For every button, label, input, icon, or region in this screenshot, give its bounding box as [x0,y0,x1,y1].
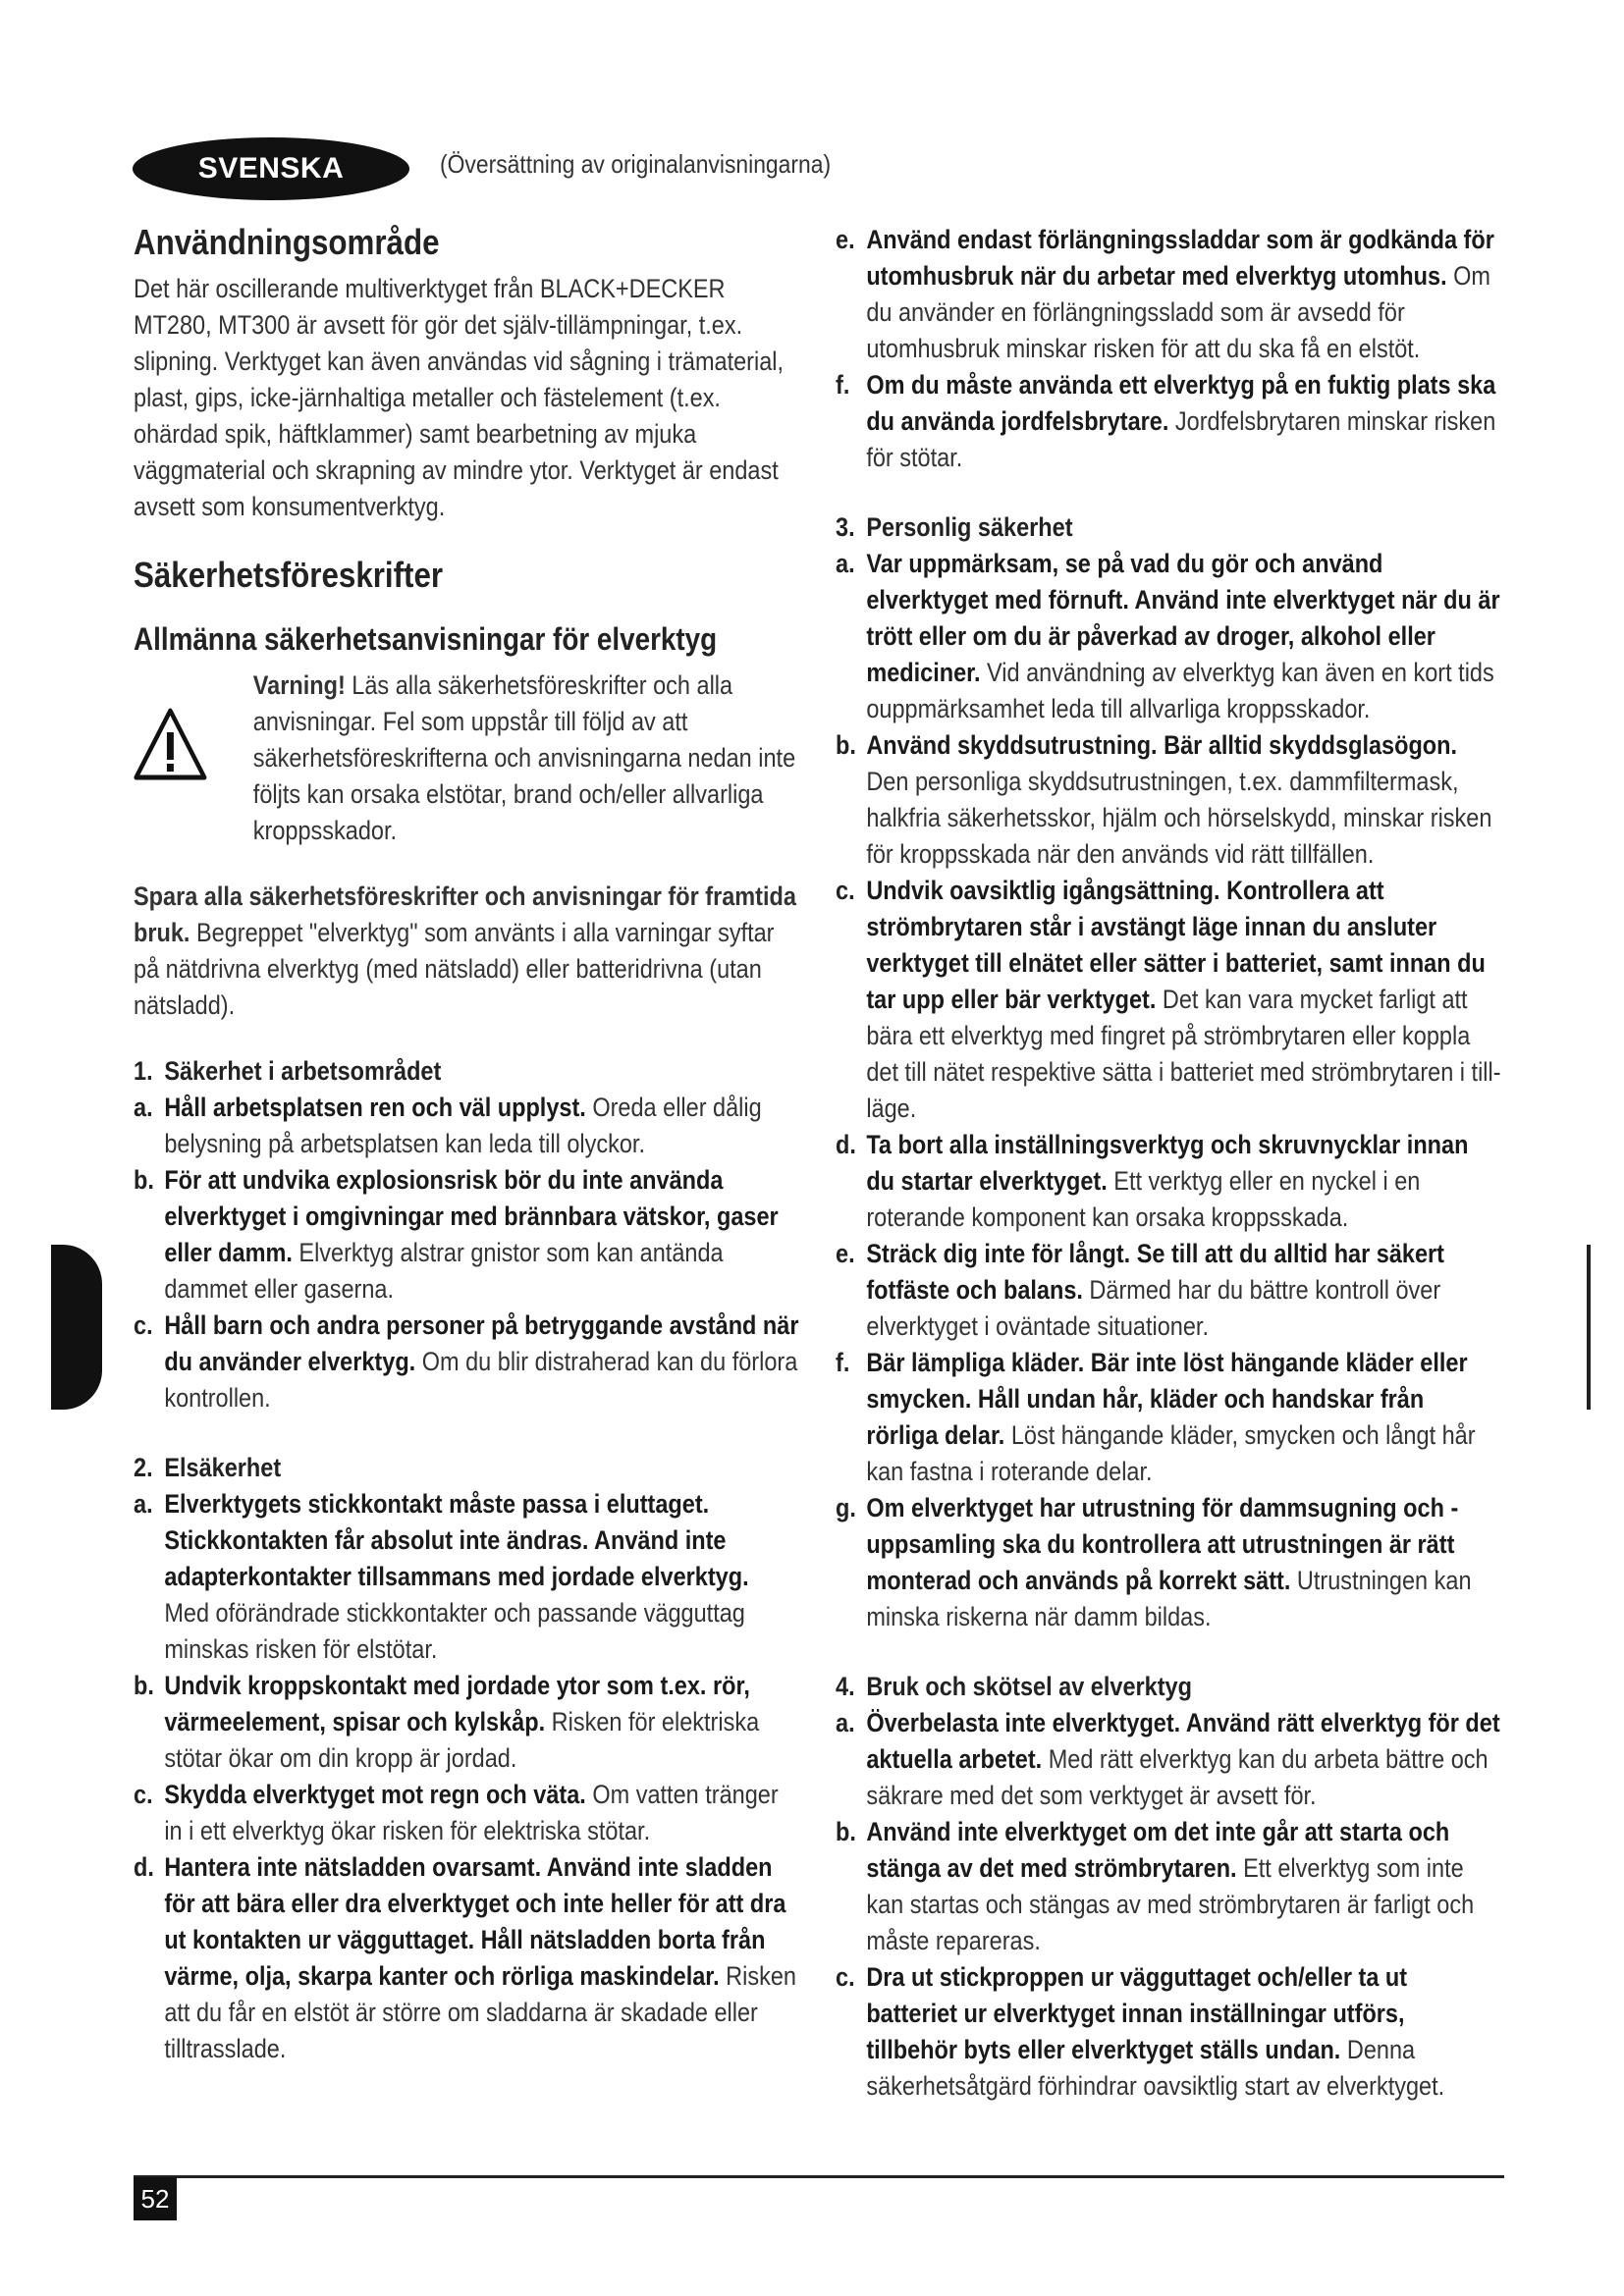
item-label: b. [134,1165,154,1195]
warning-body: Läs alla säkerhetsföreskrifter och alla anvisningar. Fel som uppstår till följd av att säkerhetsföreskrifterna och anvisningarna nedan inte följts kan orsaka elstötar, brand och/eller allvarliga kroppsskador. [252,670,796,845]
section-1-title [134,1053,800,1090]
item-bold: Om du måste använda ett elverktyg på en fuktig plats ska du använda jordfelsbrytare. [866,370,1496,436]
intended-use-heading: Användningsområde [134,222,440,262]
section-number: 3. [836,512,855,542]
section-2-title [134,1450,800,1486]
item-bold: Bär lämpliga kläder. Bär inte löst hängande kläder eller smycken. Håll undan hår, kläder och handskar från rörliga delar. [866,1348,1468,1450]
item-text: Med rätt elverktyg kan du arbeta bättre och säkrare med det som verktyget är avsett för. [866,1744,1489,1810]
item-bold: Skydda elverktyget mot regn och väta. [164,1780,586,1809]
item-label: c. [836,1962,855,1992]
list-item [134,1308,800,1416]
list-item [836,222,1502,367]
section-side-line [1587,1245,1591,1410]
section-title-text: Personlig säkerhet [866,512,1073,542]
item-bold: Ta bort alla inställningsverktyg och skruvnycklar innan du startar elverktyget. [866,1130,1469,1196]
list-item [836,873,1502,1127]
save-instructions-text: Begreppet "elverktyg" som använts i alla varningar syftar på nätdrivna elverktyg (med nätsladd) eller batteridrivna (utan nätsladd). [134,918,775,1020]
safety-heading: Säkerhetsföreskrifter [134,555,444,595]
item-label: e. [836,225,855,254]
section-4-title [836,1669,1502,1705]
item-text: Med oförändrade stickkontakter och passande vägguttag minskas risken för elstötar. [164,1598,745,1664]
item-text: Om vatten tränger in i ett elverktyg ökar risken för elektriska stötar. [164,1780,779,1845]
footer-divider [134,2175,1504,2178]
item-bold: Håll barn och andra personer på betryggande avstånd när du använder elverktyg. [164,1310,799,1376]
save-instructions [134,879,800,1024]
section-title-text: Elsäkerhet [164,1453,282,1482]
list-item [836,1127,1502,1236]
list-item [134,1849,800,2067]
item-label: f. [836,1348,850,1377]
item-text: Denna säkerhetsåtgärd förhindrar oavsiktlig start av elverktyget. [866,2035,1445,2101]
item-text: Om du blir distraherad kan du förlora kontrollen. [164,1347,798,1413]
item-label: b. [836,730,856,760]
item-text: Utrustningen kan minska riskerna när damm bildas. [866,1566,1472,1631]
item-bold: Använd skyddsutrustning. Bär alltid skyddsglasögon. [866,730,1458,760]
item-label: b. [134,1671,154,1700]
list-item [836,546,1502,727]
item-label: d. [134,1852,154,1882]
item-text: Det kan vara mycket farligt att bära ett elverktyg med fingret på strömbrytaren eller koppla det till nätet respektive sätta i batteriet med strömbrytaren i till-läge. [866,985,1501,1123]
item-text: Ett verktyg eller en nyckel i en roterande komponent kan orsaka kroppsskada. [866,1166,1421,1232]
list-item [836,367,1502,476]
item-bold: Sträck dig inte för långt. Se till att du alltid har säkert fotfäste och balans. [866,1239,1444,1305]
save-instructions-bold: Spara alla säkerhetsföreskrifter och anvisningar för framtida bruk. [134,881,796,947]
list-item [836,1705,1502,1814]
item-bold: Var uppmärksam, se på vad du gör och använd elverktyget med förnuft. Använd inte elverktyget när du är trött eller om du är påverkad av droger, alkohol eller mediciner. [866,549,1500,687]
list-item [134,1486,800,1668]
right-column [836,222,1501,2105]
item-label: c. [836,876,855,905]
item-label: c. [134,1310,153,1340]
list-item [836,1236,1502,1345]
list-item [836,1345,1502,1490]
item-text: Löst hängande kläder, smycken och långt hår kan fastna i roterande delar. [866,1420,1476,1486]
item-bold: Överbelasta inte elverktyget. Använd rätt elverktyg för det aktuella arbetet. [866,1708,1500,1774]
item-label: a. [836,1708,855,1737]
item-label: a. [836,549,855,578]
item-text: Risken för elektriska stötar ökar om din kropp är jordad. [164,1707,760,1773]
item-label: e. [836,1239,855,1268]
item-text: Vid användning av elverktyg kan även en kort tids ouppmärksamhet leda till allvarliga kroppsskador. [866,658,1494,723]
item-text: Risken att du får en elstöt är större om sladdarna är skadade eller tilltrasslade. [164,1961,796,2063]
warning-text [253,667,800,849]
list-item [134,1162,800,1308]
item-label: f. [836,370,850,400]
item-bold: Undvik kroppskontakt med jordade ytor som t.ex. rör, värmeelement, spisar och kylskåp. [164,1671,750,1736]
item-text: Oreda eller dålig belysning på arbetsplatsen kan leda till olyckor. [164,1093,762,1158]
item-bold: Om elverktyget har utrustning för dammsugning och -uppsamling ska du kontrollera att utrustningen är rätt monterad och används på korrekt sätt. [866,1493,1459,1595]
section-number: 1. [134,1056,153,1086]
translation-note: (Översättning av originalanvisningarna) [440,149,832,179]
item-text: Ett elverktyg som inte kan startas och stängas av med strömbrytaren är farligt och måste repareras. [866,1853,1475,1955]
page-number: 52 [134,2177,177,2220]
warning-label: Varning! [252,670,346,700]
list-item [134,1090,800,1162]
item-text: Den personliga skyddsutrustningen, t.ex. dammfiltermask, halkfria säkerhetsskor, hjälm och hörselskydd, minskar risken för kroppsskada när den används vid rätt tillfällen. [866,767,1492,869]
section-side-tab [51,1245,102,1410]
list-item [836,1959,1502,2105]
general-safety-heading: Allmänna säkerhetsanvisningar för elverktyg [134,621,718,657]
item-bold: Använd inte elverktyget om det inte går att starta och stänga av det med strömbrytaren. [866,1817,1450,1883]
section-title-text: Bruk och skötsel av elverktyg [866,1672,1192,1701]
section-number: 2. [134,1453,153,1482]
section-title-text: Säkerhet i arbetsområdet [164,1056,442,1086]
item-label: a. [134,1489,153,1519]
section-number: 4. [836,1672,855,1701]
list-item [836,727,1502,873]
item-label: b. [836,1817,856,1846]
item-bold: Elverktygets stickkontakt måste passa i eluttaget. Stickkontakten får absolut inte ändras. Använd inte adapterkontakter tillsammans med jordade elverktyg. [164,1489,749,1591]
item-label: d. [836,1130,856,1159]
item-bold: Använd endast förlängningssladdar som är godkända för utomhusbruk när du arbetar med elverktyg utomhus. [866,225,1494,291]
intended-use-text: Det här oscillerande multiverktyget från BLACK+DECKER MT280, MT300 är avsett för gör det själv-tillämpningar, t.ex. slipning. Verktyget kan även användas vid sågning i trämaterial, plast, gips, icke-järnhaltiga metaller och fästelement (t.ex. ohärdad spik, häftklammer) samt bearbetning av mjuka väggmaterial och skrapning av mindre ytor. Verktyget är endast avsett som konsumentverktyg. [134,274,785,521]
warning-triangle-icon [134,667,236,849]
list-item [134,1668,800,1777]
warning-block [134,667,800,849]
list-item [836,1490,1502,1635]
language-badge: SVENSKA [133,137,409,200]
item-text: Därmed har du bättre kontroll över elverktyget i oväntade situationer. [866,1275,1441,1341]
list-item [134,1777,800,1849]
section-3-title [836,509,1502,546]
list-item [836,1814,1502,1959]
item-text: Om du använder en förlängningssladd som är avsedd för utomhusbruk minskar risken för att du ska få en elstöt. [866,261,1490,363]
item-bold: För att undvika explosionsrisk bör du inte använda elverktyget i omgivningar med brännbara vätskor, gaser eller damm. [164,1165,779,1267]
item-bold: Dra ut stickproppen ur vägguttaget och/eller ta ut batteriet ur elverktyget innan inställningar utförs, tillbehör byts eller elverktyget ställs undan. [866,1962,1408,2064]
item-text: Jordfelsbrytaren minskar risken för stötar. [866,406,1496,472]
item-bold: Håll arbetsplatsen ren och väl upplyst. [164,1093,586,1122]
item-label: g. [836,1493,856,1522]
item-label: c. [134,1780,153,1809]
left-column [134,222,799,2067]
item-bold: Undvik oavsiktlig igångsättning. Kontrollera att strömbrytaren står i avstängt läge innan du ansluter verktyget till elnätet eller sätter i batteriet, samt innan du tar upp eller bär verktyget. [866,876,1486,1014]
item-label: a. [134,1093,153,1122]
item-text: Elverktyg alstrar gnistor som kan antända dammet eller gaserna. [164,1238,724,1304]
item-bold: Hantera inte nätsladden ovarsamt. Använd inte sladden för att bära eller dra elverktyget och inte heller för att dra ut kontakten ur vägguttaget. Håll nätsladden borta från värme, olja, skarpa kanter och rörliga maskindelar. [164,1852,786,1991]
